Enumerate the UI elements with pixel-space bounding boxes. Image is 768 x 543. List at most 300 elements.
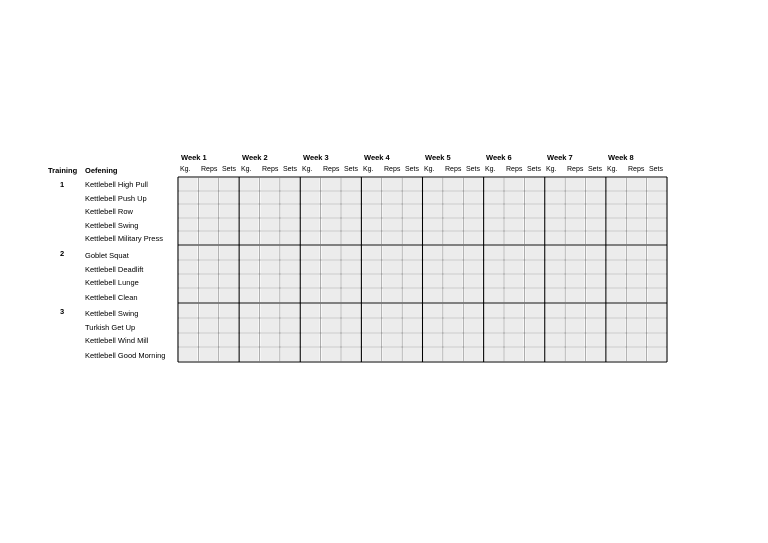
grid-cell [240, 246, 258, 259]
grid-cell [424, 205, 442, 217]
grid-cell [179, 275, 197, 287]
exercise-label: Kettlebell High Pull [85, 180, 148, 189]
grid-cell [648, 334, 666, 346]
grid-cell [424, 232, 442, 244]
grid-cell [505, 178, 523, 190]
grid-cell [546, 219, 564, 230]
grid-cell [444, 261, 462, 273]
grid-cell [301, 178, 319, 190]
grid-cell [342, 289, 360, 302]
grid-cell [587, 348, 605, 361]
grid-cell [464, 261, 482, 273]
grid-cell [444, 232, 462, 244]
grid-cell [566, 261, 584, 273]
grid-cell [464, 304, 482, 317]
w6-sets-header: Sets [527, 166, 542, 173]
grid-cell [424, 304, 442, 317]
grid-cell [199, 348, 217, 361]
grid-cell [505, 205, 523, 217]
grid-cell [627, 348, 645, 361]
grid-cell [179, 348, 197, 361]
grid-cell [220, 348, 238, 361]
grid-cell [240, 261, 258, 273]
w7-sets-header: Sets [588, 166, 603, 173]
grid-cell [261, 219, 279, 230]
grid-cell [424, 334, 442, 346]
grid-cell [281, 192, 299, 203]
grid-cell [240, 319, 258, 332]
grid-cell [607, 219, 625, 230]
grid-cell [342, 219, 360, 230]
grid-cell [403, 261, 421, 273]
w2-reps-header: Reps [262, 166, 279, 173]
grid-cell [281, 289, 299, 302]
grid-cell [444, 275, 462, 287]
grid-cell [362, 334, 380, 346]
grid-cell [281, 334, 299, 346]
grid-cell [220, 219, 238, 230]
grid-cell [322, 319, 340, 332]
grid-cell [301, 246, 319, 259]
grid-cell [301, 334, 319, 346]
grid-cell [627, 232, 645, 244]
grid-cell [342, 246, 360, 259]
week-6-header: Week 6 [486, 153, 512, 162]
grid-cell [505, 192, 523, 203]
grid-cell [301, 232, 319, 244]
grid-cell [362, 205, 380, 217]
w5-sets-header: Sets [466, 166, 481, 173]
grid-cell [505, 246, 523, 259]
grid-cell [525, 261, 543, 273]
grid-cell [587, 304, 605, 317]
w4-sets-header: Sets [405, 166, 420, 173]
grid-cell [485, 261, 503, 273]
grid-cell [607, 246, 625, 259]
grid-cell [322, 205, 340, 217]
grid-cell [505, 319, 523, 332]
w1-kg-header: Kg. [180, 166, 191, 173]
grid-cell [424, 192, 442, 203]
grid-cell [648, 246, 666, 259]
grid-cell [505, 348, 523, 361]
grid-cell [525, 334, 543, 346]
grid-cell [587, 261, 605, 273]
grid-cell [199, 178, 217, 190]
grid-cell [281, 319, 299, 332]
grid-cell [220, 261, 238, 273]
grid-cell [199, 205, 217, 217]
grid-cell [546, 319, 564, 332]
grid-cell [383, 178, 401, 190]
grid-cell [546, 348, 564, 361]
grid-cell [546, 246, 564, 259]
exercise-label: Kettlebell Wind Mill [85, 336, 149, 345]
grid-cell [240, 289, 258, 302]
w5-kg-header: Kg. [424, 166, 435, 173]
grid-cell [403, 334, 421, 346]
w3-sets-header: Sets [344, 166, 359, 173]
grid-cell [179, 192, 197, 203]
grid-cell [587, 219, 605, 230]
grid-cell [261, 232, 279, 244]
grid-cell [525, 246, 543, 259]
grid-cell [627, 178, 645, 190]
grid-cell [648, 261, 666, 273]
w3-kg-header: Kg. [302, 166, 313, 173]
grid-cell [607, 192, 625, 203]
exercise-label: Kettlebell Push Up [85, 194, 147, 203]
w1-reps-header: Reps [201, 166, 218, 173]
grid-cell [179, 319, 197, 332]
grid-cell [261, 275, 279, 287]
grid-cell [199, 261, 217, 273]
w5-reps-header: Reps [445, 166, 462, 173]
grid-cell [261, 348, 279, 361]
grid-cell [403, 275, 421, 287]
grid-cell [220, 178, 238, 190]
grid-cell [179, 246, 197, 259]
grid-cell [648, 178, 666, 190]
training-number-2: 2 [60, 249, 65, 258]
grid-cell [240, 334, 258, 346]
grid-cell [444, 289, 462, 302]
grid-cell [587, 289, 605, 302]
grid-cell [322, 289, 340, 302]
grid-cell [525, 178, 543, 190]
grid-cell [444, 319, 462, 332]
grid-cell [261, 319, 279, 332]
grid-cell [281, 261, 299, 273]
grid-cell [342, 232, 360, 244]
oefening-column-header: Oefening [85, 166, 118, 175]
grid-cell [301, 192, 319, 203]
grid-cell [342, 261, 360, 273]
grid-cell [546, 205, 564, 217]
exercise-label: Kettlebell Military Press [85, 234, 163, 243]
grid-cell [281, 348, 299, 361]
grid-cell [566, 246, 584, 259]
training-number-3: 3 [60, 307, 65, 316]
grid-cell [464, 289, 482, 302]
grid-cell [485, 334, 503, 346]
grid-cell [301, 348, 319, 361]
grid-cell [301, 219, 319, 230]
grid-cell [607, 289, 625, 302]
grid-cell [383, 289, 401, 302]
grid-cell [403, 219, 421, 230]
week-7-header: Week 7 [547, 153, 573, 162]
grid-cell [464, 246, 482, 259]
grid-cell [648, 319, 666, 332]
grid-cell [301, 304, 319, 317]
grid-cell [424, 348, 442, 361]
grid-cell [485, 232, 503, 244]
grid-cell [648, 205, 666, 217]
week-4-header: Week 4 [364, 153, 390, 162]
grid-cell [261, 178, 279, 190]
exercise-label: Turkish Get Up [85, 323, 136, 332]
grid-cell [444, 246, 462, 259]
w6-reps-header: Reps [506, 166, 523, 173]
w2-sets-header: Sets [283, 166, 298, 173]
exercise-label: Kettlebell Lunge [85, 278, 139, 287]
grid-cell [546, 232, 564, 244]
grid-cell [485, 246, 503, 259]
grid-cell [383, 348, 401, 361]
grid-cell [566, 304, 584, 317]
grid-cell [240, 205, 258, 217]
grid-cell [424, 178, 442, 190]
grid-cell [444, 304, 462, 317]
grid-cell [199, 275, 217, 287]
w4-reps-header: Reps [384, 166, 401, 173]
grid-cell [566, 289, 584, 302]
grid-cell [566, 334, 584, 346]
w3-reps-header: Reps [323, 166, 340, 173]
grid-cell [648, 192, 666, 203]
grid-cell [444, 334, 462, 346]
grid-cell [281, 232, 299, 244]
grid-cell [485, 289, 503, 302]
grid-cell [179, 289, 197, 302]
grid-cell [607, 232, 625, 244]
grid-cell [240, 275, 258, 287]
grid-cell [240, 348, 258, 361]
grid-cell [607, 205, 625, 217]
grid-cell [587, 246, 605, 259]
grid-cell [485, 348, 503, 361]
grid-cell [220, 192, 238, 203]
grid-cell [403, 205, 421, 217]
grid-cell [627, 261, 645, 273]
grid-cell [301, 319, 319, 332]
grid-cell [322, 261, 340, 273]
grid-cell [464, 192, 482, 203]
grid-cell [240, 192, 258, 203]
grid-cell [261, 205, 279, 217]
grid-cell [587, 275, 605, 287]
grid-cell [220, 319, 238, 332]
grid-cell [342, 304, 360, 317]
grid-cell [627, 275, 645, 287]
exercise-label: Kettlebell Good Morning [85, 351, 166, 360]
grid-cell [301, 289, 319, 302]
grid-cell [485, 319, 503, 332]
grid-cell [464, 334, 482, 346]
grid-cell [424, 261, 442, 273]
grid-cell [627, 246, 645, 259]
grid-cell [322, 348, 340, 361]
grid-cell [566, 192, 584, 203]
grid-cell [627, 289, 645, 302]
grid-cell [281, 219, 299, 230]
grid-cell [424, 319, 442, 332]
grid-cell [240, 304, 258, 317]
grid-cell [220, 246, 238, 259]
grid-cell [566, 275, 584, 287]
grid-cell [383, 232, 401, 244]
training-column-header: Training [48, 166, 78, 175]
grid-cell [403, 192, 421, 203]
grid-cell [179, 232, 197, 244]
grid-cell [362, 246, 380, 259]
grid-cell [403, 304, 421, 317]
grid-cell [362, 319, 380, 332]
grid-cell [587, 178, 605, 190]
grid-cell [464, 275, 482, 287]
grid-cell [505, 261, 523, 273]
grid-cell [607, 178, 625, 190]
grid-cell [362, 192, 380, 203]
grid-cell [525, 192, 543, 203]
grid-cell [546, 304, 564, 317]
grid-cell [362, 304, 380, 317]
grid-cell [485, 192, 503, 203]
grid-cell [627, 319, 645, 332]
grid-cell [281, 178, 299, 190]
grid-cell [342, 205, 360, 217]
grid-cell [322, 246, 340, 259]
grid-cell [199, 232, 217, 244]
grid-cell [240, 219, 258, 230]
w7-kg-header: Kg. [546, 166, 557, 173]
grid-cell [464, 205, 482, 217]
week-5-header: Week 5 [425, 153, 451, 162]
grid-cell [485, 304, 503, 317]
exercise-label: Kettlebell Row [85, 207, 133, 216]
grid-cell [403, 348, 421, 361]
grid-cell [281, 275, 299, 287]
grid-cell [383, 304, 401, 317]
w8-sets-header: Sets [649, 166, 664, 173]
grid-cell [403, 246, 421, 259]
w4-kg-header: Kg. [363, 166, 374, 173]
grid-cell [464, 319, 482, 332]
grid-cell [362, 232, 380, 244]
grid-cell [525, 219, 543, 230]
grid-cell [525, 319, 543, 332]
grid-cell [199, 289, 217, 302]
grid-cell [179, 304, 197, 317]
grid-cell [505, 232, 523, 244]
grid-cell [546, 334, 564, 346]
grid-cell [301, 261, 319, 273]
grid-cell [607, 261, 625, 273]
grid-cell [485, 205, 503, 217]
grid-cell [566, 348, 584, 361]
grid-cell [464, 178, 482, 190]
grid-cell [566, 232, 584, 244]
grid-cell [525, 275, 543, 287]
grid-cell [362, 219, 380, 230]
grid-cell [403, 178, 421, 190]
grid-cell [179, 178, 197, 190]
grid-cell [322, 219, 340, 230]
grid-cell [179, 334, 197, 346]
grid-cell [362, 178, 380, 190]
grid-cell [383, 205, 401, 217]
grid-cell [444, 205, 462, 217]
grid-cell [648, 348, 666, 361]
grid-cell [525, 348, 543, 361]
exercise-label: Kettlebell Deadlift [85, 265, 144, 274]
w7-reps-header: Reps [567, 166, 584, 173]
grid-cell [403, 232, 421, 244]
grid-cell [505, 289, 523, 302]
exercise-label: Kettlebell Swing [85, 309, 139, 318]
grid-cell [566, 205, 584, 217]
grid-cell [587, 205, 605, 217]
grid-cell [525, 304, 543, 317]
grid-cell [240, 178, 258, 190]
w2-kg-header: Kg. [241, 166, 252, 173]
grid-cell [281, 304, 299, 317]
grid-cell [627, 334, 645, 346]
grid-cell [199, 246, 217, 259]
grid-cell [220, 232, 238, 244]
grid-cell [342, 334, 360, 346]
grid-cell [403, 319, 421, 332]
grid-cell [342, 178, 360, 190]
grid-cell [607, 304, 625, 317]
grid-cell [464, 219, 482, 230]
grid-cell [566, 178, 584, 190]
grid-cell [322, 334, 340, 346]
grid-cell [587, 319, 605, 332]
grid-cell [179, 261, 197, 273]
grid-cell [199, 319, 217, 332]
exercise-label: Kettlebell Swing [85, 221, 139, 230]
grid-cell [383, 319, 401, 332]
grid-cell [627, 304, 645, 317]
grid-cell [362, 275, 380, 287]
grid-cell [383, 261, 401, 273]
grid-cell [220, 205, 238, 217]
grid-cell [383, 192, 401, 203]
grid-cell [301, 275, 319, 287]
grid-cell [485, 219, 503, 230]
grid-cell [627, 192, 645, 203]
w6-kg-header: Kg. [485, 166, 496, 173]
grid-cell [220, 304, 238, 317]
grid-cell [424, 246, 442, 259]
grid-cell [444, 219, 462, 230]
training-number-1: 1 [60, 180, 65, 189]
week-2-header: Week 2 [242, 153, 268, 162]
grid-cell [261, 289, 279, 302]
grid-cell [179, 205, 197, 217]
grid-cell [444, 178, 462, 190]
grid-cell [199, 304, 217, 317]
exercise-label: Kettlebell Clean [85, 293, 138, 302]
grid-cell [546, 261, 564, 273]
grid-cell [525, 205, 543, 217]
grid-cell [607, 334, 625, 346]
grid-cell [342, 192, 360, 203]
grid-cell [424, 289, 442, 302]
grid-cell [281, 246, 299, 259]
grid-cell [179, 219, 197, 230]
grid-cell [607, 319, 625, 332]
grid-cell [627, 219, 645, 230]
grid-cell [199, 192, 217, 203]
grid-cell [342, 275, 360, 287]
grid-cell [587, 232, 605, 244]
grid-cell [342, 348, 360, 361]
grid-cell [505, 219, 523, 230]
grid-cell [342, 319, 360, 332]
